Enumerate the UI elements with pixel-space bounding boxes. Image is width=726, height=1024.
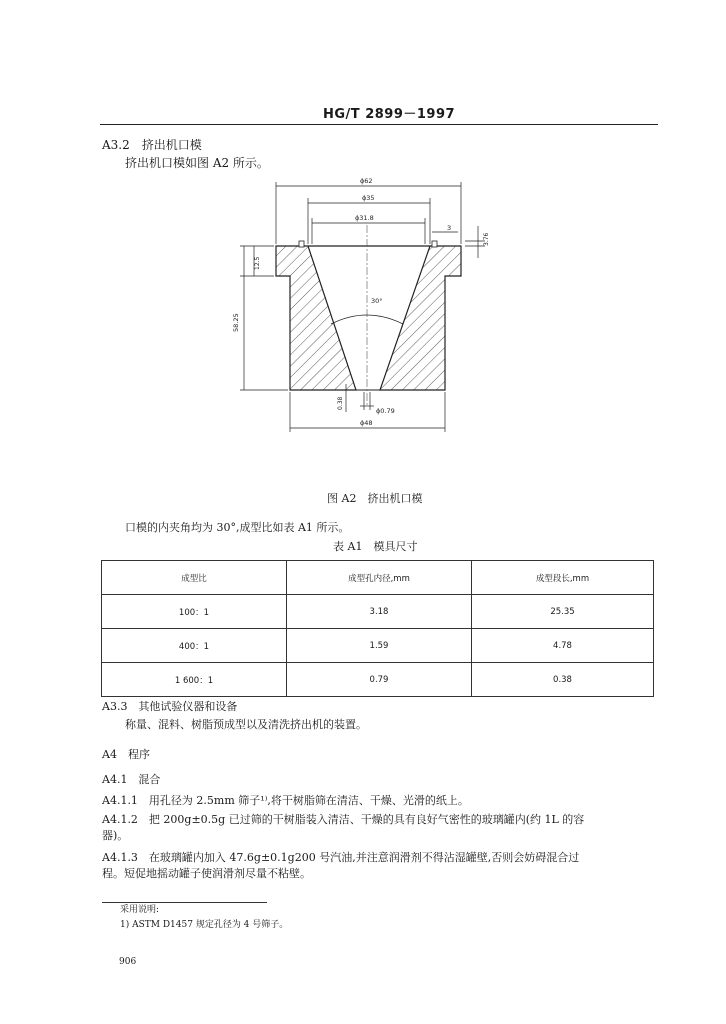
dim-3-76: 3.76 bbox=[483, 232, 490, 246]
table-row bbox=[102, 629, 654, 663]
die-dimensions-table bbox=[101, 560, 654, 697]
section-a4-title: A4 程序 bbox=[102, 748, 150, 761]
table-cell: 1.59 bbox=[287, 629, 472, 663]
dim-58-25: 58.25 bbox=[232, 313, 240, 332]
footnote-rule bbox=[102, 902, 267, 903]
section-a41-title: A4.1 混合 bbox=[102, 773, 161, 786]
table-cell: 400：1 bbox=[102, 629, 287, 663]
table-row bbox=[102, 595, 654, 629]
table-header-row bbox=[102, 561, 654, 595]
table-header-cell: 成型孔内径,mm bbox=[287, 561, 472, 595]
standard-code-header: HG/T 2899－1997 bbox=[323, 107, 456, 122]
dim-phi48: ϕ48 bbox=[360, 419, 373, 427]
section-a412-line1: A4.1.2 把 200g±0.5g 已过筛的干树脂装入清洁、干燥的具有良好气密性的玻璃罐内(约 1L 的容 bbox=[102, 813, 585, 826]
section-a32-body: 挤出机口模如图 A2 所示。 bbox=[125, 156, 269, 170]
table-caption: 表 A1 模具尺寸 bbox=[333, 540, 418, 553]
section-a413-line1: A4.1.3 在玻璃罐内加入 47.6g±0.1g200 号汽油,并注意润滑剂不得沾湿罐壁,否则会妨碍混合过 bbox=[102, 851, 580, 864]
die-body bbox=[276, 225, 461, 405]
section-a33-body: 称量、混料、树脂预成型以及清洗挤出机的装置。 bbox=[125, 718, 367, 731]
table-cell: 4.78 bbox=[472, 629, 654, 663]
header-rule bbox=[100, 124, 658, 125]
table-cell: 100：1 bbox=[102, 595, 287, 629]
section-a412-line2: 器)。 bbox=[102, 829, 129, 842]
table-header-cell: 成型段长,mm bbox=[472, 561, 654, 595]
dim-0-38: 0.38 bbox=[337, 396, 344, 410]
extruder-die-figure bbox=[220, 170, 490, 440]
dim-3: 3 bbox=[447, 224, 452, 232]
page-number: 906 bbox=[119, 957, 137, 967]
table-cell: 25.35 bbox=[472, 595, 654, 629]
table-row bbox=[102, 663, 654, 697]
section-a32-title: A3.2 挤出机口模 bbox=[102, 138, 202, 152]
figure-caption: 图 A2 挤出机口模 bbox=[327, 492, 423, 505]
section-a411: A4.1.1 用孔径为 2.5mm 筛子¹⁾,将干树脂筛在清洁、干燥、光滑的纸上。 bbox=[102, 794, 469, 807]
section-a413-line2: 程。短促地摇动罐子使润滑剂尽量不粘壁。 bbox=[102, 867, 311, 880]
dim-phi31-8: ϕ31.8 bbox=[355, 214, 374, 222]
angle-note: 口模的内夹角均为 30°,成型比如表 A1 所示。 bbox=[125, 521, 350, 534]
table-header-cell: 成型比 bbox=[102, 561, 287, 595]
footnote-label: 采用说明: bbox=[120, 905, 160, 915]
angle-30: 30° bbox=[371, 297, 383, 305]
table-cell: 1 600：1 bbox=[102, 663, 287, 697]
footnote-text: 1) ASTM D1457 规定孔径为 4 号筛子。 bbox=[120, 920, 289, 930]
table-cell: 3.18 bbox=[287, 595, 472, 629]
dim-phi62: ϕ62 bbox=[360, 177, 373, 185]
dim-phi0-79: ϕ0.79 bbox=[376, 407, 395, 415]
dim-phi35: ϕ35 bbox=[362, 194, 375, 202]
section-a33-title: A3.3 其他试验仪器和设备 bbox=[102, 700, 238, 713]
table-cell: 0.38 bbox=[472, 663, 654, 697]
table-cell: 0.79 bbox=[287, 663, 472, 697]
dim-12-5: 12.5 bbox=[254, 256, 261, 270]
